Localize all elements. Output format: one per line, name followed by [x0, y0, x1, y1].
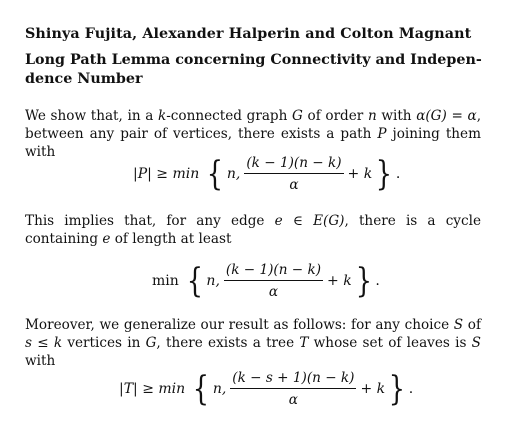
text-run: whose set of leaves is [308, 335, 472, 351]
equation-1 [133, 151, 400, 197]
fraction [224, 262, 323, 300]
text-run: Moreover, we generalize our result as follows: for any choice [25, 317, 454, 333]
fraction [230, 370, 356, 408]
denominator: α [288, 392, 298, 408]
left-brace: { [192, 369, 210, 409]
text-run: of [463, 317, 481, 333]
text-run: This implies that, for any edge [25, 213, 275, 229]
math-k: k [157, 108, 167, 124]
text-run: of length at least [110, 231, 232, 247]
text-run: with [376, 108, 417, 124]
math-alpha: α(G) = α [416, 108, 477, 124]
left-brace: { [206, 154, 224, 194]
fraction [244, 155, 343, 193]
math-G: G [145, 335, 157, 351]
math-s-le-k: s ≤ k [25, 335, 63, 351]
text-run: -connected graph [166, 108, 293, 124]
numerator: (k − 1)(n − k) [244, 155, 343, 174]
eq-lhs: min [152, 273, 179, 289]
equation-3 [119, 366, 413, 412]
right-brace: } [375, 154, 393, 194]
text-run: , there is a cycle containing [25, 213, 481, 247]
eq-lhs: |T| ≥ min [119, 381, 186, 397]
eq-plus-k: + k [327, 273, 352, 289]
authors: Shinya Fujita, Alexander Halperin and Colton Magnant [25, 26, 472, 42]
eq-n: n, [212, 381, 227, 397]
math-n: n [367, 108, 377, 124]
text-run: of order [302, 108, 368, 124]
eq-period: . [395, 166, 401, 182]
right-brace: } [388, 369, 406, 409]
eq-n: n, [206, 273, 220, 289]
eq-plus-k: + k [347, 166, 373, 182]
math-e-in-EG: e ∈ E(G) [274, 213, 345, 229]
math-G: G [292, 108, 303, 124]
paper-title: Long Path Lemma concerning Connectivity and Indepen- dence Number [25, 52, 482, 87]
eq-lhs: |P| ≥ min [133, 166, 200, 182]
text-run: , there exists a tree [156, 335, 300, 351]
abstract-paragraph-2 [25, 212, 481, 248]
text-run: , between any pair of vertices, there exists a path [25, 108, 482, 142]
eq-period: . [408, 381, 414, 397]
text-run: joining them with [25, 126, 481, 160]
eq-n: n, [226, 166, 241, 182]
abstract-paragraph-3 [25, 316, 481, 370]
numerator: (k − s + 1)(n − k) [230, 370, 356, 389]
eq-period: . [375, 273, 380, 289]
math-S: S [453, 317, 464, 333]
math-P: P [377, 126, 387, 142]
denominator: α [268, 284, 279, 300]
math-e: e [102, 231, 111, 247]
math-T: T [299, 335, 309, 351]
numerator: (k − 1)(n − k) [224, 262, 323, 281]
left-brace: { [186, 261, 203, 301]
text-run: with [25, 353, 56, 369]
eq-plus-k: + k [360, 381, 386, 397]
text-run: vertices in [62, 335, 146, 351]
right-brace: } [355, 261, 372, 301]
equation-2 [152, 258, 380, 304]
math-S: S [471, 335, 481, 351]
text-run: We show that, in a [25, 108, 158, 124]
denominator: α [289, 177, 299, 193]
